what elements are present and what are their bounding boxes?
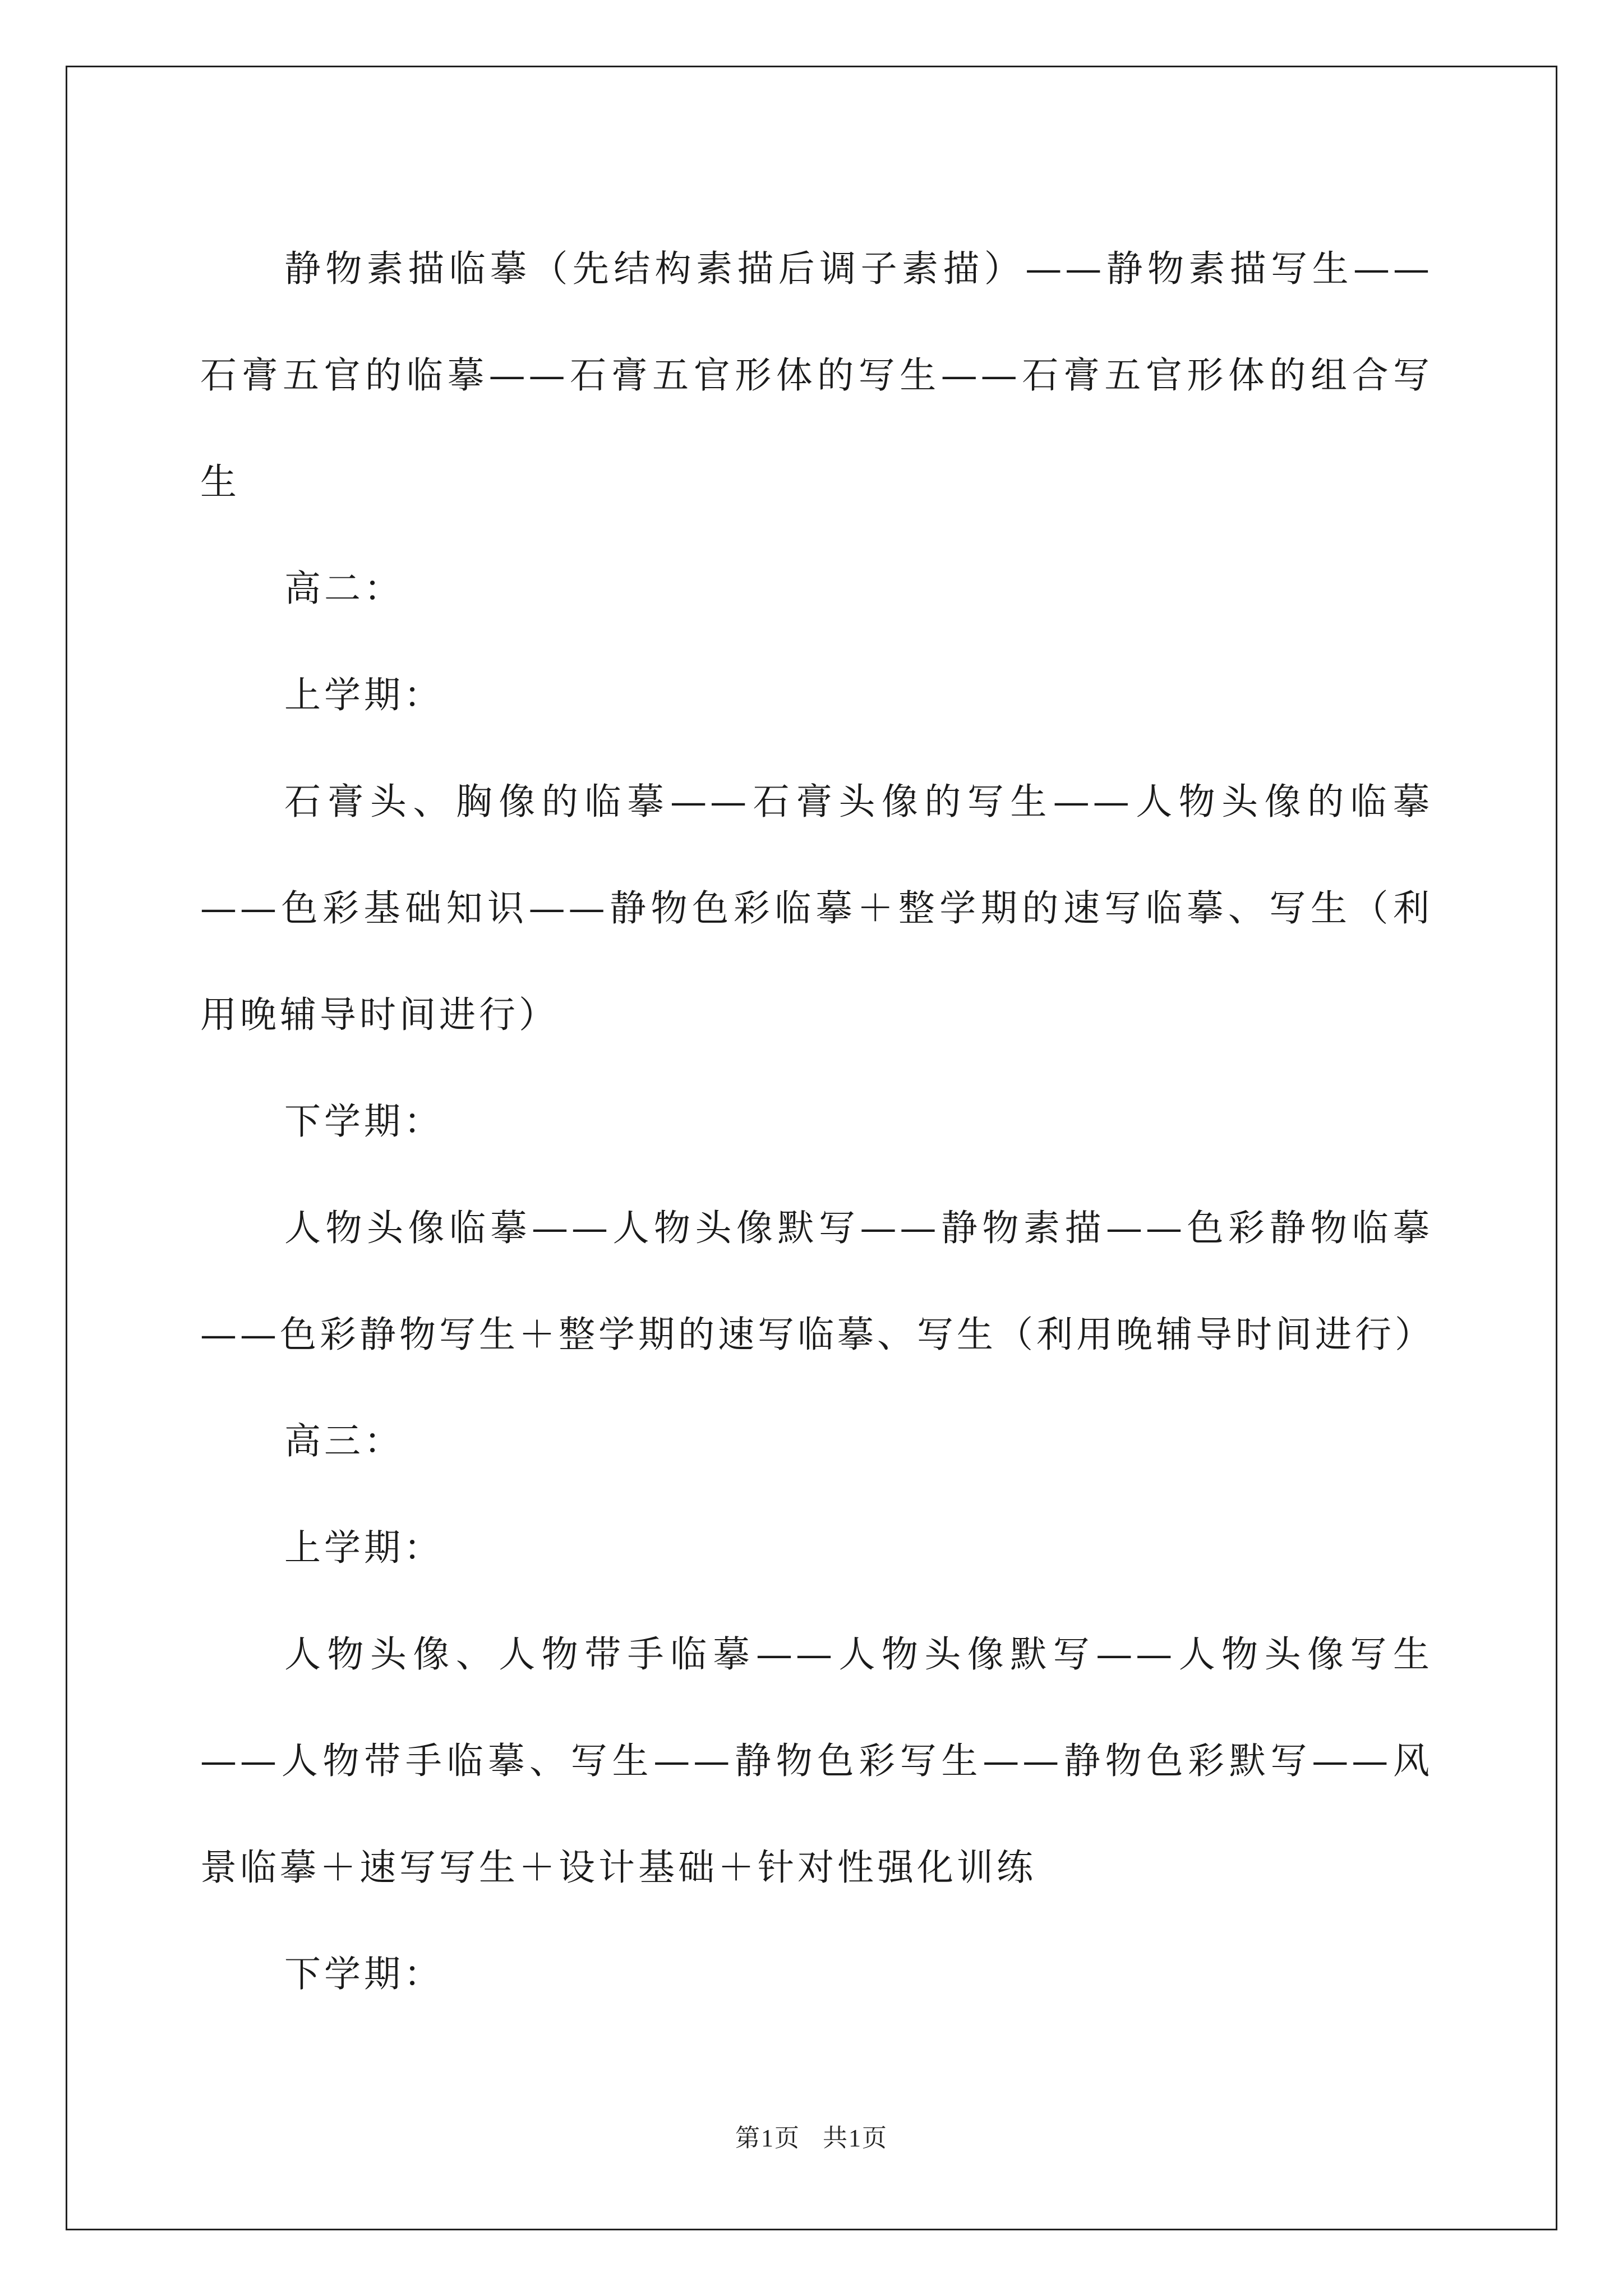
heading-first-semester: 上学期： [284, 1527, 444, 1569]
heading-grade-two: 高二： [284, 568, 404, 610]
document-body [200, 216, 1433, 2028]
heading-grade-three: 高三： [284, 1420, 404, 1462]
heading-second-semester: 下学期： [284, 1953, 444, 1995]
page-footer [0, 2118, 1623, 2154]
heading-second-semester: 下学期： [284, 1101, 444, 1143]
page-total: 共1页 [823, 2124, 888, 2152]
page-number: 第1页 [735, 2124, 800, 2152]
paragraph-grade-three-first-semester: 人物头像、人物带手临摹——人物头像默写——人物头像写生——人物带手临摹、写生——静物色彩写生——静物色彩默写——风景临摹＋速写写生＋设计基础＋针对性强化训练 [200, 1634, 1433, 1889]
paragraph-sketch-sequence: 静物素描临摹（先结构素描后调子素描）——静物素描写生——石膏五官的临摹——石膏五官形体的写生——石膏五官形体的组合写生 [200, 248, 1433, 503]
paragraph-grade-two-first-semester: 石膏头、胸像的临摹——石膏头像的写生——人物头像的临摹——色彩基础知识——静物色彩临摹＋整学期的速写临摹、写生（利用晚辅导时间进行） [200, 781, 1433, 1036]
paragraph-grade-two-second-semester: 人物头像临摹——人物头像默写——静物素描——色彩静物临摹——色彩静物写生＋整学期的速写临摹、写生（利用晚辅导时间进行） [200, 1207, 1435, 1356]
heading-first-semester: 上学期： [284, 674, 444, 716]
